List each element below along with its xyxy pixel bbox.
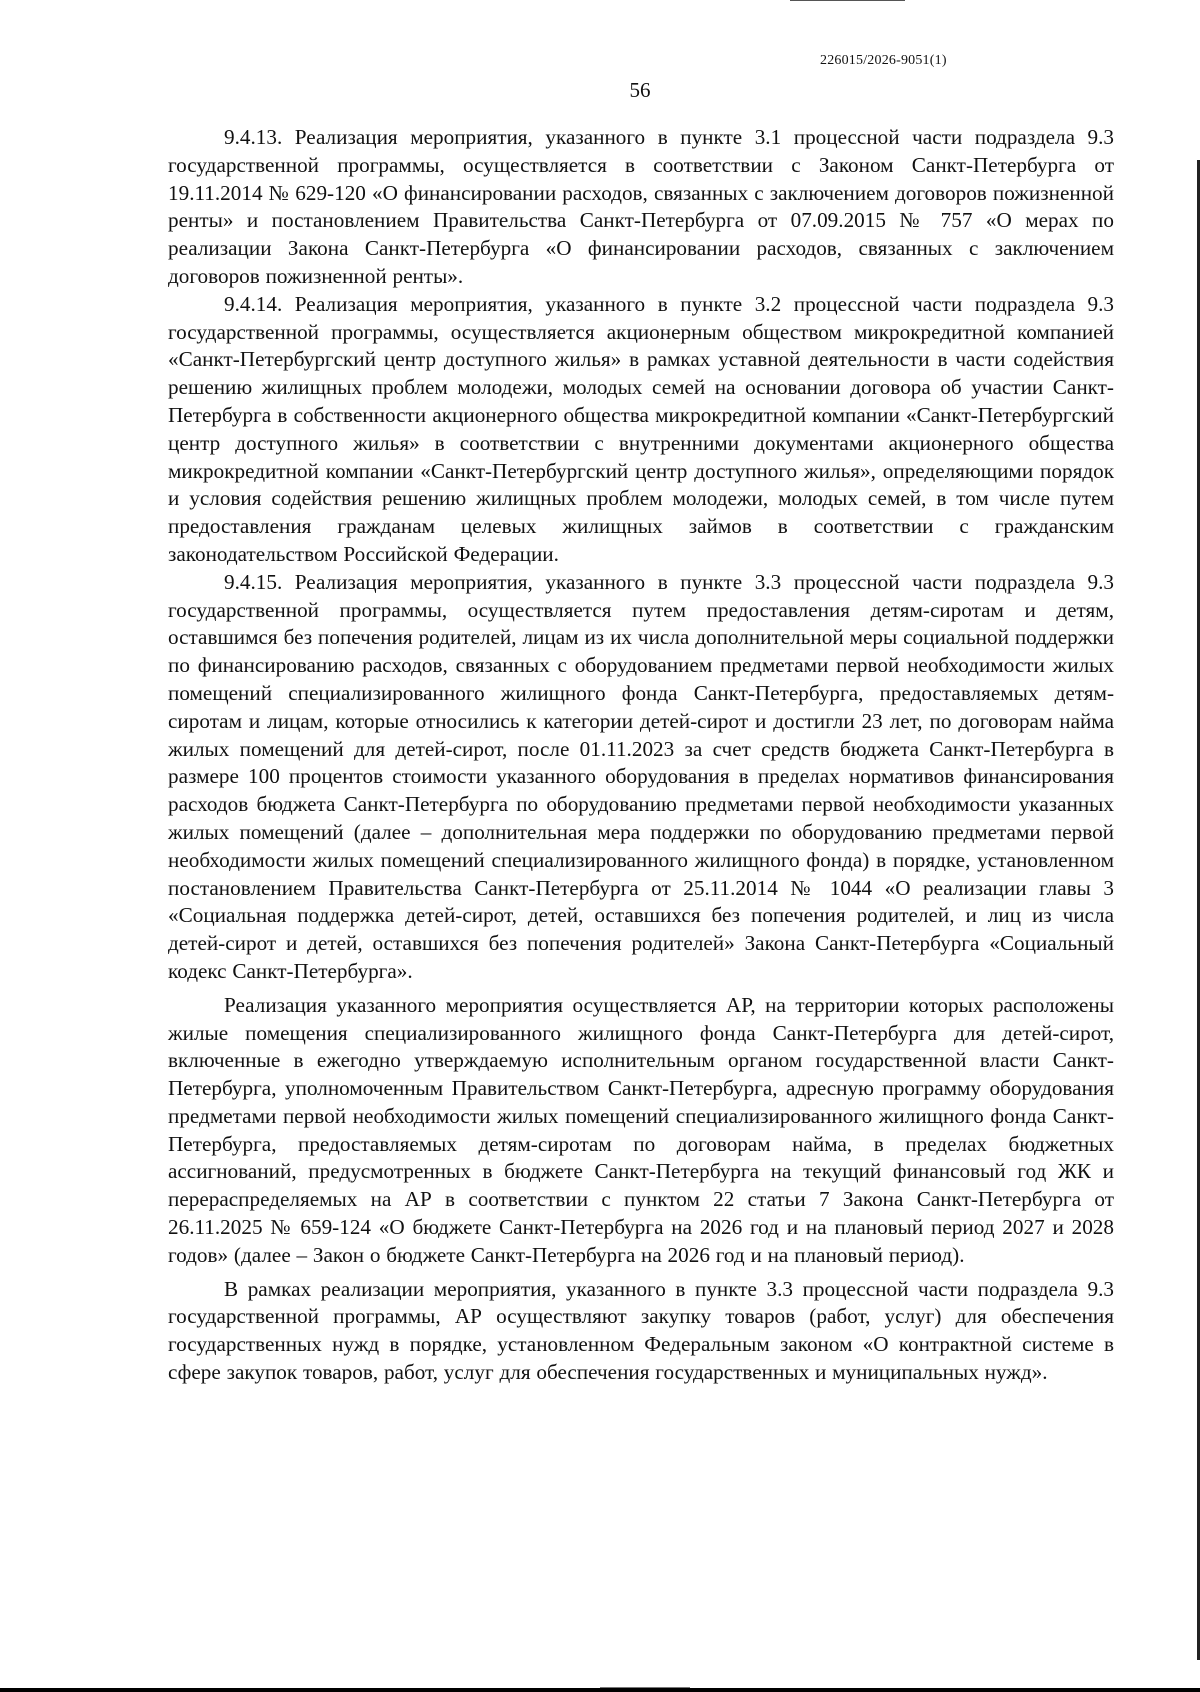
paragraph-procurement: В рамках реализации мероприятия, указанного в пункте 3.3 процессной части подраздела 9.3 государственной программы, АР осуществляют закупку товаров (работ, услуг) для обеспечения государственных нужд в порядке, установленном Федеральным законом «О контрактной системе в сфере закупок товаров, работ, услуг для обеспечения государственных и муниципальных нужд». — [168, 1276, 1114, 1385]
page-number: 56 — [629, 78, 651, 102]
paragraph-implementation: Реализация указанного мероприятия осуществляется АР, на территории которых расположены жилые помещения специализированного жилищного фонда Санкт-Петербурга для детей-сирот, включенные в ежегодно утверждаемую исполнительным органом государственной власти Санкт-Петербурга, уполномоченным Правительством Санкт-Петербурга, адресную программу оборудования предметами первой необходимости жилых помещений специализированного жилищного фонда Санкт-Петербурга, предоставляемых детям-сиротам по договорам найма, в пределах бюджетных ассигнований, предусмотренных в бюджете Санкт-Петербурга на текущий финансовый год ЖК и перераспределяемых на АР в соответствии с пунктом 22 статьи 7 Закона Санкт-Петербурга от 26.11.2025 № 659-124 «О бюджете Санкт-Петербурга на 2026 год и на плановый период 2027 и 2028 годов» (далее – Закон о бюджете Санкт-Петербурга на 2026 год и на плановый период). — [168, 992, 1114, 1267]
paragraph-9-4-13: 9.4.13. Реализация мероприятия, указанного в пункте 3.1 процессной части подраздела 9.3 государственной программы, осуществляется в соответствии с Законом Санкт-Петербурга от 19.11.2014 № 629-120 «О финансировании расходов, связанных с заключением договоров пожизненной ренты» и постановлением Правительства Санкт-Петербурга от 07.09.2015 № 757 «О мерах по реализации Закона Санкт-Петербурга «О финансировании расходов, связанных с заключением договоров пожизненной ренты». — [168, 125, 1114, 288]
paragraph-9-4-15: 9.4.15. Реализация мероприятия, указанного в пункте 3.3 процессной части подраздела 9.3 государственной программы, осуществляется путем предоставления детям-сиротам и детям, оставшимся без попечения родителей, лицам из их числа дополнительной меры социальной поддержки по финансированию расходов, связанных с оборудованием предметами первой необходимости жилых помещений специализированного жилищного фонда Санкт-Петербурга, предоставляемых детям-сиротам и лицам, которые относились к категории детей-сирот и достигли 23 лет, по договорам найма жилых помещений для детей-сирот, после 01.11.2023 за счет средств бюджета Санкт-Петербурга в размере 100 процентов стоимости указанного оборудования в пределах нормативов финансирования расходов бюджета Санкт-Петербурга по оборудованию предметами первой необходимости указанных жилых помещений (далее – дополнительная мера поддержки по оборудованию предметами первой необходимости жилых помещений специализированного жилищного фонда) в порядке, установленном постановлением Правительства Санкт-Петербурга от 25.11.2014 № 1044 «О реализации главы 3 «Социальная поддержка детей-сирот, детей, оставшихся без попечения родителей, и лиц из числа детей-сирот и детей, оставшихся без попечения родителей» Закона Санкт-Петербурга «Социальный кодекс Санкт-Петербурга». — [168, 569, 1114, 983]
document-id: 226015/2026-9051(1) — [820, 53, 947, 68]
scan-artifact-top — [790, 0, 905, 1]
scan-artifact-bottom-edge — [0, 1688, 1200, 1692]
document-body — [168, 124, 1114, 1387]
paragraph-9-4-14: 9.4.14. Реализация мероприятия, указанного в пункте 3.2 процессной части подраздела 9.3 государственной программы, осуществляется акционерным обществом микрокредитной компанией «Санкт-Петербургский центр доступного жилья» в рамках уставной деятельности в части содействия решению жилищных проблем молодежи, молодых семей на основании договора об участии Санкт-Петербурга в собственности акционерного общества микрокредитной компании «Санкт-Петербургский центр доступного жилья» в соответствии с внутренними документами акционерного общества микрокредитной компании «Санкт-Петербургский центр доступного жилья», определяющими порядок и условия содействия решению жилищных проблем молодежи, молодых семей, в том числе путем предоставления гражданам целевых жилищных займов в соответствии с гражданским законодательством Российской Федерации. — [168, 291, 1114, 566]
